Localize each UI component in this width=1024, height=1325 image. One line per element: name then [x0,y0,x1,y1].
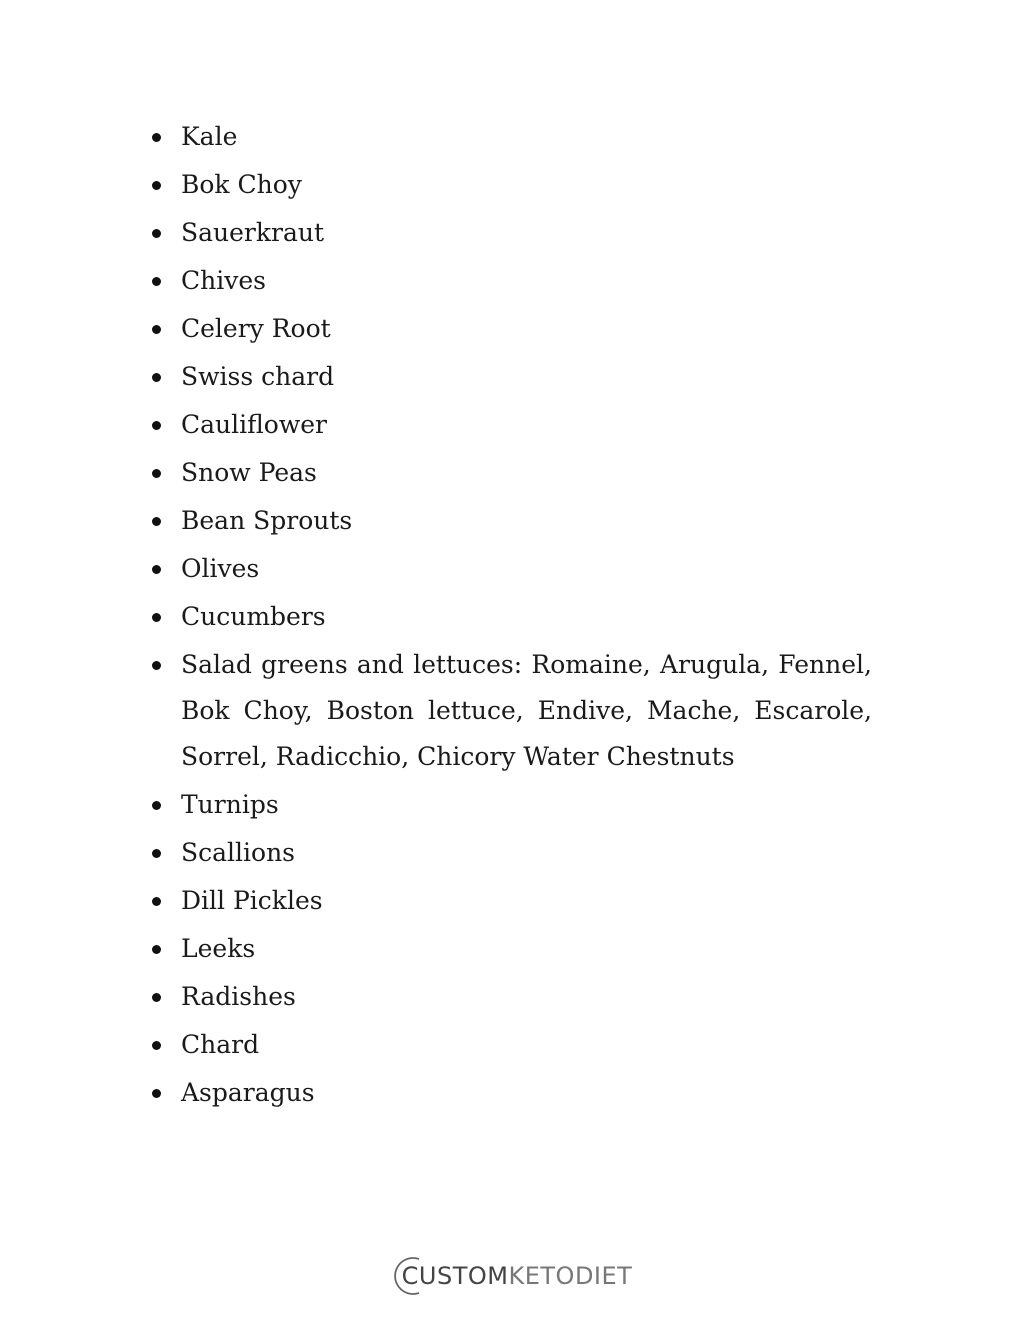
list-item-text: Dill Pickles [181,886,323,915]
list-item-text: Asparagus [181,1078,315,1107]
bullet-icon [152,133,161,142]
list-item-text: Turnips [181,790,279,819]
bullet-icon [152,229,161,238]
list-item-text: Cauliflower [181,410,327,439]
list-item [0,162,1024,208]
list-item-text: Kale [181,122,238,151]
list-item-text: Salad greens and lettuces: Romaine, Arugula, Fennel, Bok Choy, Boston lettuce, Endive, Mache, Escarole, Sorrel, Radicchio, Chicory Water Chestnuts [181,650,872,771]
bullet-icon [152,469,161,478]
list-item [0,210,1024,256]
vegetable-list [0,114,1024,1116]
list-item [0,926,1024,972]
list-item-text: Chives [181,266,266,295]
bullet-icon [152,373,161,382]
bullet-icon [152,897,161,906]
list-item-text: Olives [181,554,260,583]
list-item [0,258,1024,304]
list-item [0,498,1024,544]
bullet-icon [152,421,161,430]
bullet-icon [152,517,161,526]
list-item [0,450,1024,496]
list-item [0,1022,1024,1068]
list-item-text: Chard [181,1030,260,1059]
list-item [0,306,1024,352]
brand-logo [392,1255,633,1297]
list-item-text: Cucumbers [181,602,326,631]
list-item [0,354,1024,400]
list-item-text: Bok Choy [181,170,302,199]
bullet-icon [152,565,161,574]
bullet-icon [152,277,161,286]
bullet-icon [152,181,161,190]
bullet-icon [152,801,161,810]
footer [0,1255,1024,1297]
list-item-text: Leeks [181,934,256,963]
bullet-icon [152,325,161,334]
list-item-text: Celery Root [181,314,331,343]
logo-arc-icon [389,1255,429,1297]
list-item [0,878,1024,924]
list-item [0,1070,1024,1116]
bullet-icon [152,993,161,1002]
list-item [0,782,1024,828]
list-item [0,830,1024,876]
list-item [0,546,1024,592]
list-item [0,114,1024,160]
list-item [0,642,1024,780]
bullet-icon [152,613,161,622]
bullet-icon [152,849,161,858]
bullet-icon [152,1041,161,1050]
list-item [0,402,1024,448]
list-item [0,594,1024,640]
list-item-text: Radishes [181,982,296,1011]
logo-text-custom: CUSTOM [401,1262,509,1290]
logo-text-ketodiet: KETODIET [508,1262,633,1290]
list-item-text: Snow Peas [181,458,317,487]
bullet-icon [152,661,161,670]
bullet-icon [152,945,161,954]
bullet-icon [152,1089,161,1098]
list-item [0,974,1024,1020]
list-item-text: Bean Sprouts [181,506,353,535]
list-item-text: Scallions [181,838,296,867]
list-item-text: Swiss chard [181,362,335,391]
list-item-text: Sauerkraut [181,218,325,247]
document-body [0,114,1024,1118]
